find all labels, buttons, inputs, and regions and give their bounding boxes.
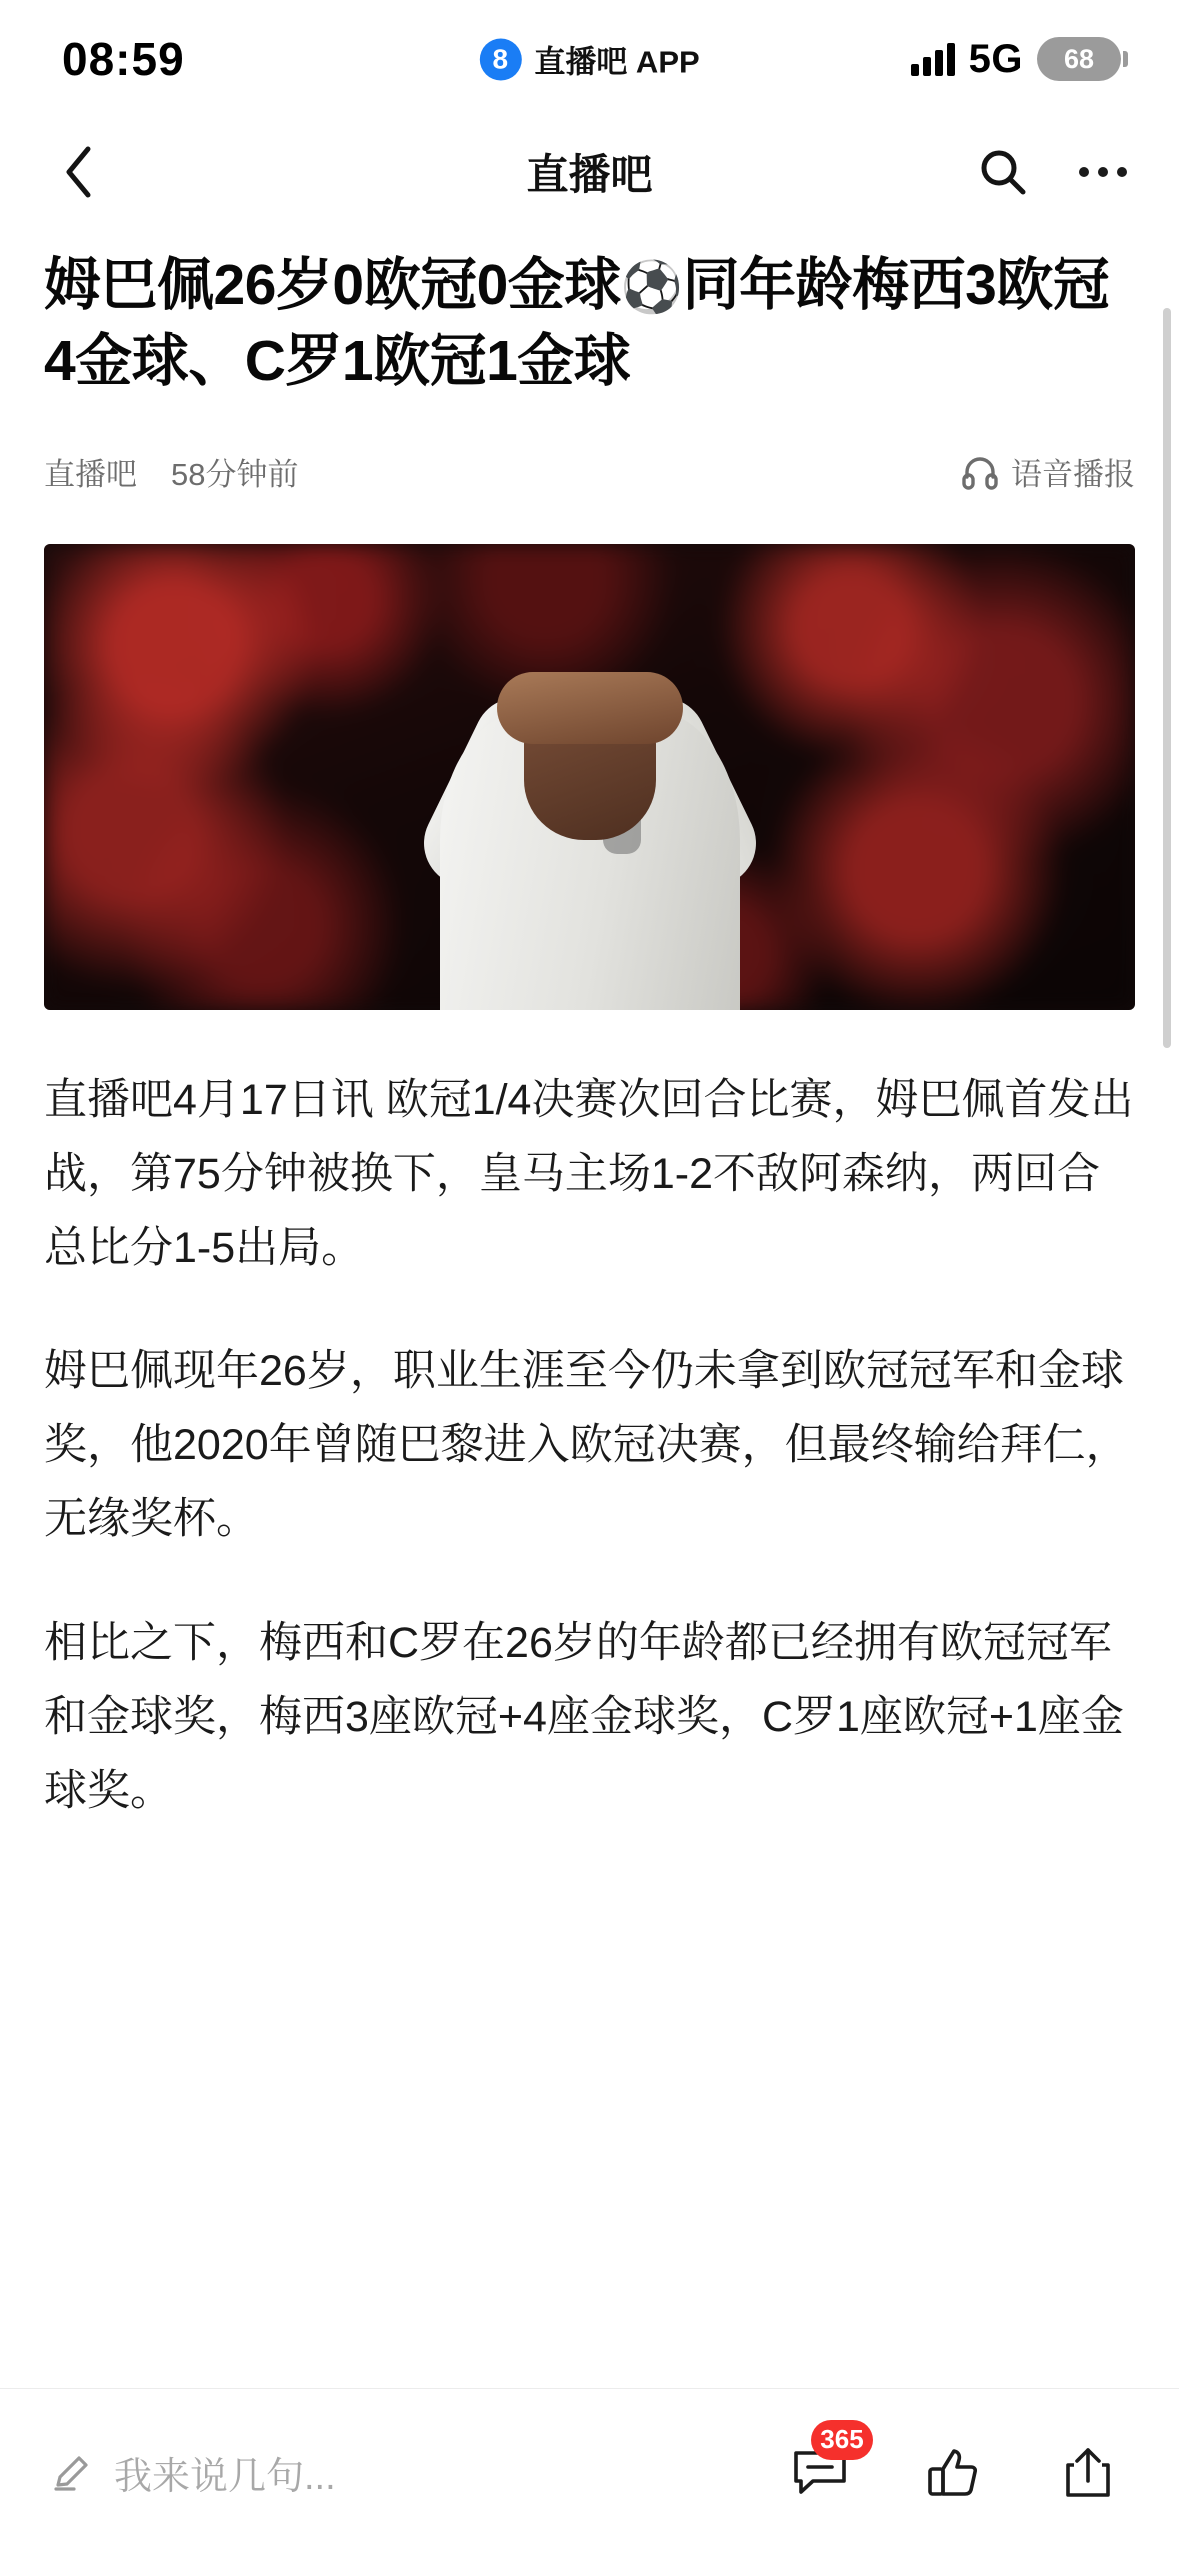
status-bar	[0, 0, 1179, 118]
hero-player-figure	[425, 610, 755, 1010]
article-scroll-area[interactable]	[0, 226, 1179, 2388]
pencil-icon	[48, 2450, 94, 2496]
status-app-name: 直播吧 APP	[534, 44, 700, 80]
back-button[interactable]	[48, 141, 110, 203]
status-app-indicator[interactable]	[479, 37, 699, 82]
headphones-icon	[961, 453, 999, 491]
article-paragraph-1: 直播吧4月17日讯 欧冠1/4决赛次回合比赛，姆巴佩首发出战，第75分钟被换下，皇马主场1-2不敌阿森纳，两回合总比分1-5出局。	[44, 1075, 1134, 1272]
more-dots-icon	[1079, 167, 1127, 177]
bottom-actions	[789, 2424, 1127, 2504]
article-paragraph-3: 相比之下，梅西和C罗在26岁的年龄都已经拥有欧冠冠军和金球奖，梅西3座欧冠+4座金球奖，C罗1座欧冠+1座金球奖。	[44, 1619, 1124, 1816]
comment-count-badge: 365	[811, 2420, 873, 2460]
comments-button[interactable]	[789, 2424, 864, 2504]
more-button[interactable]	[1075, 144, 1131, 200]
article-paragraph-2: 姆巴佩现年26岁，职业生涯至今仍未拿到欧冠冠军和金球奖，他2020年曾随巴黎进入欧冠决赛，但最终输给拜仁，无缘奖杯。	[44, 1347, 1129, 1544]
article-source: 直播吧	[44, 457, 137, 493]
voice-playback-label: 语音播报	[1011, 457, 1135, 493]
share-button[interactable]	[1057, 2442, 1119, 2504]
search-icon	[978, 147, 1028, 197]
pencil-glyph-icon	[50, 2452, 92, 2494]
article-meta	[44, 446, 1135, 498]
chevron-left-icon	[62, 144, 96, 200]
article-hero-image[interactable]	[44, 544, 1135, 1010]
signal-bars-icon	[911, 42, 955, 76]
like-button[interactable]	[923, 2442, 985, 2504]
app-badge-icon: 8	[479, 38, 521, 80]
bottom-action-bar	[0, 2388, 1179, 2556]
status-time: 08:59	[62, 33, 185, 85]
battery-indicator: 68	[1037, 37, 1121, 81]
article-timestamp: 58分钟前	[171, 457, 299, 493]
share-icon	[1060, 2445, 1116, 2501]
headline-part-1: 姆巴佩26岁0欧冠0金球	[44, 253, 621, 317]
article-headline	[44, 248, 1135, 400]
voice-playback-button[interactable]	[961, 449, 1135, 494]
hero-hands	[497, 672, 683, 744]
nav-bar	[0, 118, 1179, 226]
page-title: 直播吧	[526, 151, 653, 198]
comment-placeholder-text: 我来说几句...	[114, 2456, 336, 2498]
soccer-ball-icon: ⚽	[620, 259, 683, 315]
scrollbar-thumb[interactable]	[1163, 308, 1171, 1048]
comment-input[interactable]	[48, 2445, 789, 2500]
search-button[interactable]	[975, 144, 1031, 200]
nav-actions	[975, 144, 1131, 200]
headline-part-2: 同年龄梅西3欧冠4金球、C罗1欧冠1金球	[44, 253, 1110, 393]
thumbs-up-icon	[926, 2445, 982, 2501]
network-label: 5G	[968, 36, 1023, 81]
content-fade-overlay	[0, 2328, 1179, 2388]
status-indicators	[821, 37, 1121, 82]
